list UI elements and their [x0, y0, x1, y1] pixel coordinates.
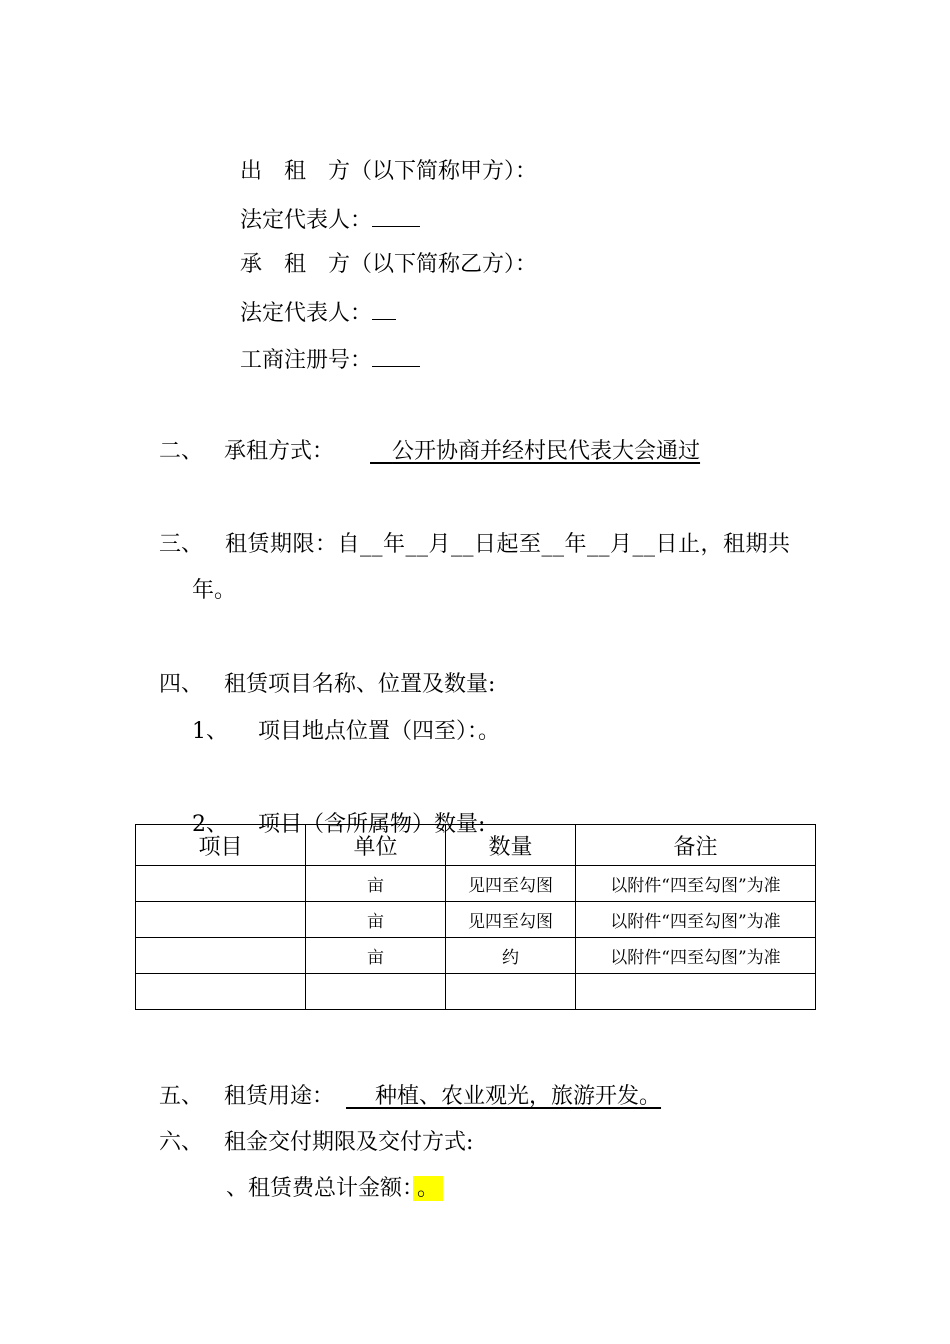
cell-quantity: 见四至勾图 — [446, 902, 576, 938]
section-2-body — [210, 407, 700, 467]
table-row — [136, 974, 816, 1010]
section-2-number: 二、 — [159, 439, 204, 464]
section-2 — [145, 407, 203, 467]
table-row — [136, 902, 816, 938]
item-2-text: 项目（含所属物）数量: — [258, 812, 486, 837]
table-header-row — [136, 825, 816, 866]
header-item: 项目 — [136, 825, 306, 866]
registration-line — [226, 314, 420, 376]
section-6-sub — [212, 1144, 443, 1204]
lessee-rep-label: 法定代表人： — [240, 301, 373, 326]
cell-remark — [576, 974, 816, 1010]
section-5-value: 种植、农业观光，旅游开发。 — [375, 1084, 662, 1109]
items-table — [135, 824, 816, 1010]
header-remark: 备注 — [576, 825, 816, 866]
header-quantity: 数量 — [446, 825, 576, 866]
section-2-label: 承租方式： — [224, 439, 335, 464]
cell-item — [136, 902, 306, 938]
header-unit: 单位 — [306, 825, 446, 866]
item-2-number: 2、 — [192, 812, 228, 837]
section-4-label: 租赁项目名称、位置及数量: — [224, 672, 496, 697]
cell-remark: 以附件“四至勾图”为准 — [576, 866, 816, 902]
section-3-text: 租赁期限：自__年__月__日起至__年__月__日止，租期共 — [225, 532, 791, 557]
section-6-label: 租金交付期限及交付方式: — [224, 1130, 474, 1155]
table-row — [136, 938, 816, 974]
cell-unit: 亩 — [306, 938, 446, 974]
section-5-label: 租赁用途： — [224, 1084, 335, 1109]
registration-blank — [372, 344, 420, 367]
section-2-value: 公开协商并经村民代表大会通过 — [392, 439, 701, 464]
registration-label: 工商注册号： — [240, 348, 373, 373]
lessor-rep-label: 法定代表人： — [240, 208, 373, 233]
item-1-number-line — [178, 687, 228, 747]
cell-unit: 亩 — [306, 866, 446, 902]
section-3-cont — [178, 546, 236, 606]
lessee-label: 承 租 方（以下简称乙方）： — [240, 252, 538, 277]
item-1-number: 1、 — [192, 719, 228, 744]
item-1-text: 项目地点位置（四至）：。 — [258, 719, 501, 744]
cell-unit: 亩 — [306, 902, 446, 938]
section-3-number: 三、 — [159, 532, 204, 557]
lessor-label: 出 租 方（以下简称甲方）： — [240, 159, 538, 184]
table-row — [136, 866, 816, 902]
cell-unit — [306, 974, 446, 1010]
section-5-number: 五、 — [159, 1084, 204, 1109]
section-3-body — [210, 500, 791, 560]
cell-item — [136, 974, 306, 1010]
section-4-number: 四、 — [159, 672, 204, 697]
cell-remark: 以附件“四至勾图”为准 — [576, 902, 816, 938]
cell-quantity: 约 — [446, 938, 576, 974]
section-6-number: 六、 — [159, 1130, 204, 1155]
item-1-body — [244, 687, 500, 747]
section-6-number-line — [145, 1098, 203, 1158]
total-amount-value: 。 — [413, 1176, 443, 1201]
total-amount-label: 、租赁费总计金额： — [226, 1176, 414, 1201]
cell-quantity: 见四至勾图 — [446, 866, 576, 902]
section-3-text-cont: 年。 — [192, 578, 237, 603]
cell-quantity — [446, 974, 576, 1010]
cell-item — [136, 938, 306, 974]
cell-remark: 以附件“四至勾图”为准 — [576, 938, 816, 974]
cell-item — [136, 866, 306, 902]
